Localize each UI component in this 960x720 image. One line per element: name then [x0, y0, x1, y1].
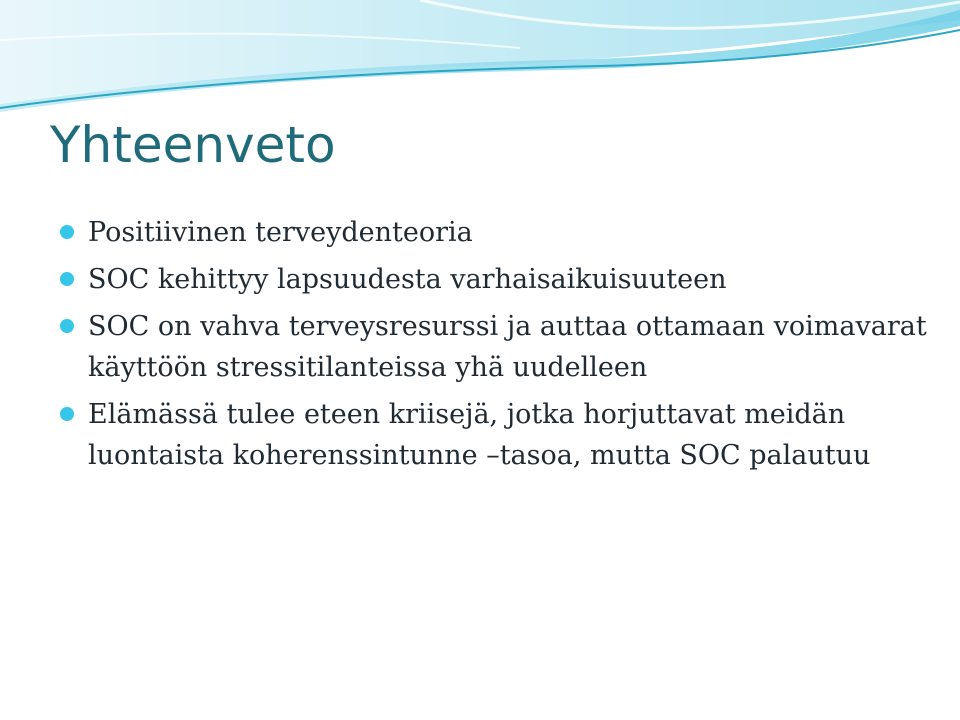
- slide-title: Yhteenveto: [50, 116, 336, 174]
- bullet-text: Elämässä tulee eteen kriisejä, jotka horjuttavat meidän luontaista koherenssintunne –tasoa, mutta SOC palautuu: [88, 399, 871, 471]
- bullet-text: Positiivinen terveydenteoria: [88, 217, 473, 248]
- header-wave-decoration: [0, 0, 960, 120]
- bullet-dot-icon: [60, 225, 74, 239]
- bullet-dot-icon: [60, 319, 74, 333]
- bullet-item: [60, 259, 930, 300]
- bullet-text: SOC on vahva terveysresurssi ja auttaa ottamaan voimavarat käyttöön stressitilanteissa yhä uudelleen: [88, 311, 927, 383]
- bullet-item: [60, 306, 930, 388]
- bullet-dot-icon: [60, 407, 74, 421]
- bullet-text: SOC kehittyy lapsuudesta varhaisaikuisuuteen: [88, 264, 727, 295]
- bullet-item: [60, 212, 930, 253]
- bullet-item: [60, 394, 930, 476]
- bullet-list: [60, 212, 930, 482]
- bullet-dot-icon: [60, 272, 74, 286]
